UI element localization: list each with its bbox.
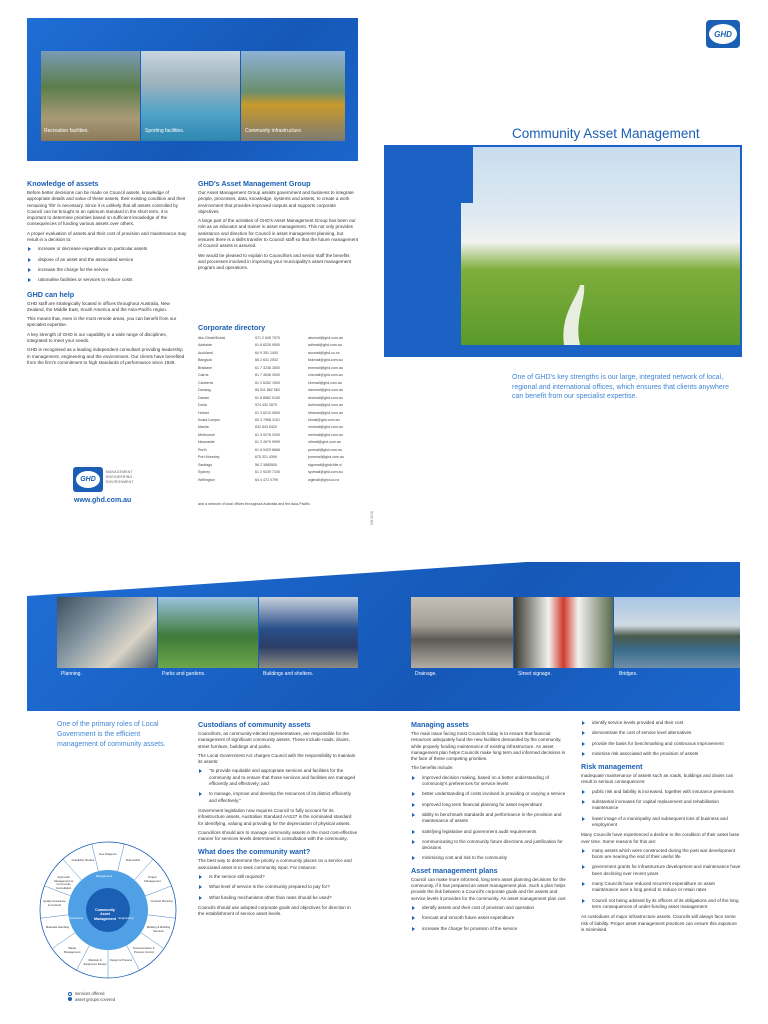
office-name: Darwin: [198, 395, 210, 400]
wheel-service-label: Materials Handling: [45, 925, 70, 930]
risk-bullet: Council not being advised by its officers of its obligations and of the long term consequences of under-funding asset management: [581, 898, 741, 911]
office-phone: 64 4 472 0799: [255, 477, 278, 482]
caption-planning: Planning.: [61, 671, 82, 677]
office-email[interactable]: melmail@ghd.com.au: [308, 432, 343, 437]
wheel-service-label: Waste Management: [64, 946, 81, 954]
group-p1: Our Asset Management Group assists government and business to integrate people, processes, data, knowledge, systems and assets, to create a work environment that provides improved outputs and supports corporate objectives.: [198, 190, 354, 214]
directory-row: [198, 372, 368, 379]
knowledge-heading: Knowledge of assets: [27, 179, 99, 188]
risk-p1: Inadequate maintenance of assets such as roads, buildings and drains can result in serious consequences:: [581, 773, 734, 785]
office-email[interactable]: abumail@ghd.com.au: [308, 336, 344, 340]
directory-row: [198, 357, 368, 364]
office-name: Auckland: [198, 350, 213, 355]
caption-parks: Parks and gardens.: [162, 671, 206, 677]
office-email[interactable]: pommail@ghd.com.au: [308, 455, 345, 460]
risk-bullet: lower image of a municipality and subsequent loss of business and employment: [581, 816, 741, 829]
group-section: [198, 179, 358, 275]
tagline-line: MANAGEMENT: [106, 470, 133, 474]
knowledge-bullet: rationalise facilities or services to reduce costs: [27, 277, 187, 283]
directory-row: [198, 350, 368, 357]
knowledge-bullet: increase or decrease expenditure on particular assets: [27, 246, 187, 252]
legend-services-icon: [68, 992, 72, 996]
office-email[interactable]: klmail@ghd.com.au: [308, 417, 340, 422]
office-phone: 61 2 6262 1900: [255, 380, 280, 385]
office-email[interactable]: cnsmail@ghd.com.au: [308, 373, 343, 378]
knowledge-bullet: increase the charge for the service: [27, 267, 187, 273]
wheel-service-label: Approvals Management & Community Consultation: [54, 875, 74, 890]
office-phone: 66 2 631 2002: [255, 358, 278, 363]
office-phone: 61 8 8226 9500: [255, 343, 280, 348]
office-name: Canberra: [198, 380, 213, 385]
directory-row: [198, 380, 368, 387]
office-email[interactable]: mnlmail@ghd.com.au: [308, 425, 343, 430]
office-phone: 56 2 3685500: [255, 462, 277, 467]
custodians-p4: Councillors should aim to manage community assets in the most cost-effective manner for services levels determined in consultation with the community.: [198, 829, 358, 842]
office-name: Port Moresby: [198, 455, 220, 460]
directory-row: [198, 447, 368, 454]
office-name: Manila: [198, 425, 209, 430]
directory-row: [198, 335, 368, 342]
risk-bullet: many assets which were constructed during the post war development boom are nearing the end of their useful life: [581, 848, 741, 861]
office-email[interactable]: adlmail@ghd.com.au: [308, 343, 342, 348]
directory-row: [198, 432, 368, 439]
community-bullet: What level of service is the community prepared to pay for?: [198, 884, 358, 890]
office-name: Abu Dhabi/Dubai: [198, 336, 226, 340]
brand-tagline: [106, 470, 134, 485]
top-banner: [27, 18, 358, 161]
community-p1: The best way to determine the priority a community places on a service and associated asset is to seek community input. For instance:: [198, 858, 352, 870]
caption-signage: Street signage.: [518, 671, 552, 677]
directory-row: [198, 462, 368, 469]
office-name: Kuala Lumpur: [198, 417, 221, 422]
wheel-service-label: Documentation & Process Control: [133, 946, 155, 954]
office-phone: 971 2 645 7570: [255, 336, 280, 340]
plans-bullet-cont: minimise risk associated with the provision of assets: [581, 751, 741, 757]
wheel-legend: [68, 991, 115, 1002]
risk-bullet: public risk and liability is increased, together with insurance premiums: [581, 789, 741, 795]
custodians-bullet: to manage, improve and develop the resources of its district efficiently and effectively.": [198, 791, 358, 804]
wheel-service-label: Due Diligence: [99, 852, 117, 856]
plans-bullet: identify assets and their cost of provision and operation: [411, 905, 571, 911]
role-quote: One of the primary roles of Local Government is the efficient management of community assets.: [57, 721, 166, 748]
hero-intro: One of GHD's key strengths is our large, integrated network of local, regional and international offices, which ensures that clients anywhere can benefit from our specialist expertise.: [512, 374, 729, 400]
office-email[interactable]: ntlmail@ghd.com.au: [308, 440, 341, 445]
managing-bullet: satisfying legislative and government audit requirements: [411, 829, 571, 835]
managing-heading: Managing assets: [411, 720, 469, 729]
office-email[interactable]: sydmail@ghd.com.au: [308, 470, 343, 475]
document-code: GH 0010: [370, 510, 374, 525]
managing-bullet: communicating to the community future directions and justification for decisions: [411, 839, 571, 852]
legend-assets-icon: [68, 997, 72, 1001]
directory-row: [198, 365, 368, 372]
custodians-heading: Custodians of community assets: [198, 720, 311, 729]
office-email[interactable]: stgomail@ghdchile.cl: [308, 462, 343, 467]
directory-row: [198, 387, 368, 394]
office-name: Melbourne: [198, 432, 215, 437]
caption-sporting: Sporting facilities.: [145, 128, 185, 134]
corporate-directory: [198, 335, 368, 484]
office-name: Danang: [198, 388, 211, 393]
office-phone: 61 3 6210 0600: [255, 410, 280, 415]
office-name: Santiago: [198, 462, 213, 467]
office-phone: 61 7 4046 3000: [255, 373, 280, 378]
group-p3: We would be pleased to explain to Councillors and senior staff the benefits and processes involved in improving your municipality's asset management program and operations.: [198, 252, 352, 271]
wheel-service-label: Building & Building Services: [146, 925, 171, 933]
caption-recreation: Recreation facilities.: [44, 128, 89, 134]
managing-p1: The main issue facing most Councils today is to ensure that financial resources adequately fund the new facilities demanded by the community, while properly funding maintenance of existing infrastructure. An asset management plan helps Councils make long term and informed decisions in the face of these competing priorities.: [411, 731, 566, 762]
wheel-service-label: Quality Assurance & Controls: [43, 899, 66, 907]
group-heading: GHD's Asset Management Group: [198, 179, 311, 188]
office-email[interactable]: wglmail@ghd.co.nz: [308, 477, 340, 482]
office-phone: 974 432 2670: [255, 403, 277, 408]
caption-buildings: Buildings and shelters.: [263, 671, 314, 677]
knowledge-bullet: dispose of an asset and the associated service: [27, 257, 187, 263]
community-p2: Councils should use adopted corporate goals and objectives for direction in the establishment of service asset levels.: [198, 904, 351, 917]
caption-drainage: Drainage.: [415, 671, 437, 677]
wheel-ring: Operations: [69, 916, 83, 920]
office-phone: 632 843 5420: [255, 425, 277, 430]
plans-p1: Council can make more informed, long term asset planning decisions for the community, if it has prepared an asset management plan. Such a plan helps provide the link between a Council's corporate goals and the assets and service levels it provides for the community. An asset management plan can:: [411, 876, 567, 901]
brand-logo-text: GHD: [76, 471, 100, 488]
managing-bullet: ability to benchmark standards and performance in the provision and maintenance of assets: [411, 812, 571, 825]
hero-path: [550, 285, 610, 345]
office-email[interactable]: aucmail@ghd.co.nz: [308, 350, 340, 355]
parks-photo: [158, 597, 258, 668]
help-p2: This means that, even in the most remote areas, you can benefit from our specialist expertise.: [27, 316, 177, 328]
bridges-photo: [614, 597, 740, 668]
office-email[interactable]: danmail@ghd.com.au: [308, 388, 344, 393]
logo-text: GHD: [714, 29, 732, 39]
community-bullet: Is the service still required?: [198, 874, 358, 880]
custodians-p2: The Local Government Act charges Council with the responsibility to maintain its assets:: [198, 752, 356, 765]
page-title: Community Asset Management: [512, 126, 700, 141]
office-name: Adelaide: [198, 343, 212, 348]
directory-row: [198, 439, 368, 446]
risk-p3: As custodians of major infrastructure assets, Councils will always face some risk of liability. Proper asset management practices can ensure this exposure is minimised.: [581, 914, 737, 932]
community-bullet: What funding mechanisms other than rates should be used?: [198, 895, 358, 901]
office-name: Sydney: [198, 470, 210, 475]
legend-assets: asset groups covered: [75, 996, 116, 1002]
office-email[interactable]: cbrmail@ghd.com.au: [308, 380, 343, 385]
wheel-service-label: Project Management: [144, 875, 161, 883]
directory-row: [198, 342, 368, 349]
managing-p2: The benefits include:: [411, 765, 454, 771]
help-p3: A key strength of GHD is our capability in a wide range of disciplines, integrated to meet your needs.: [27, 331, 167, 344]
directory-row: [198, 454, 368, 461]
managing-bullet: better understanding of costs involved in providing or varying a service: [411, 791, 571, 797]
custodians-bullet: "to provide equitable and appropriate services and facilities for the community and to ensure that those services and facilities are managed efficiently and effectively; and: [198, 768, 358, 787]
office-phone: 61 8 9429 6666: [255, 447, 280, 452]
office-phone: 61 7 3236 3500: [255, 365, 280, 370]
risk-bullet: many Councils have reduced recurrent expenditure on asset maintenance over a long period to reduce or retain rates: [581, 881, 741, 894]
directory-row: [198, 410, 368, 417]
wheel-service-label: Design & Process: [109, 958, 133, 963]
community-heading: What does the community want?: [198, 847, 311, 857]
wheel-service-label: Feasibility Studies: [71, 858, 95, 863]
plans-heading: Asset management plans: [411, 865, 498, 875]
risk-bullet: government grants for infrastructure development and maintenance have been declining over recent years: [581, 864, 741, 877]
knowledge-p2: A proper evaluation of assets and their cost of provision and maintenance may result in a decision to:: [27, 230, 187, 243]
office-phone: 675 321 4399: [255, 455, 277, 460]
office-name: Brisbane: [198, 365, 213, 370]
caption-infrastructure: Community infrastructure.: [245, 128, 303, 134]
wheel-center: Community Asset Management: [94, 908, 116, 921]
planning-photo: [57, 597, 157, 668]
office-name: Newcastle: [198, 440, 215, 445]
custodians-section: [198, 720, 358, 921]
office-email[interactable]: drwmail@ghd.com.au: [308, 395, 343, 400]
office-phone: 61 2 4979 9999: [255, 440, 280, 445]
office-email[interactable]: dohmail@ghd.com.au: [308, 403, 344, 408]
directory-row: [198, 477, 368, 484]
office-name: Cairns: [198, 373, 209, 378]
ghd-logo: [706, 20, 740, 48]
directory-row: [198, 402, 368, 409]
wheel-ring: Management: [95, 874, 113, 878]
office-phone: 61 3 9276 2000: [255, 432, 280, 437]
directory-footer: and a network of local offices throughout Australia and the Asia-Pacific.: [198, 502, 311, 506]
custodians-p1: Councillors, as community-elected representatives, are responsible for the management of significant community assets. These include roads, drains, street furniture, buildings and parks.: [198, 731, 350, 749]
office-email[interactable]: bnemail@ghd.com.au: [308, 365, 344, 370]
group-p2: A large part of the activities of GHD's Asset Management Group has been our role as an educator and trainer in asset management. This not only provides assistance and direction for Council in asset management planning, but ensures there is a skills transfer to Council staff so that the future management of Council assets is assured.: [198, 218, 359, 249]
plans-bullet-cont: demonstrate the cost of service level alternatives: [581, 730, 741, 736]
buildings-photo: [259, 597, 358, 668]
wheel-ring: Engineering: [118, 916, 134, 920]
managing-bullet: improved decision making, based on a better understanding of community's preferences for service levels: [411, 775, 571, 788]
office-name: Hobart: [198, 410, 209, 415]
risk-p2: Many Councils have experienced a decline in the condition of their asset base over time. Some reasons for this are:: [581, 832, 740, 844]
tagline-line: ENVIRONMENT: [106, 480, 134, 484]
office-phone: 84 511 862 563: [255, 388, 280, 393]
directory-row: [198, 395, 368, 402]
caption-bridges: Bridges.: [619, 671, 638, 677]
plans-bullet-cont: identify service levels provided and their cost: [581, 720, 741, 726]
plans-bullet: forecast and smooth future asset expenditure: [411, 915, 571, 921]
help-p1: GHD staff are strategically located in offices throughout Australia, New Zealand, the Middle East, South America and the Asia-Pacific region.: [27, 300, 170, 312]
office-name: Bangkok: [198, 358, 212, 363]
knowledge-p1: Before better decisions can be made on Council assets, knowledge of appropriate details and value of these assets, their existing condition and their remaining 'life' is necessary. Since it is unlikely that all assets controlled by Council can be brought to an optimum standard in the short term, it is important to determine priorities based on sufficient knowledge of the consequences of funding various assets over others.: [27, 190, 186, 227]
office-name: Perth: [198, 447, 207, 452]
managing-bullet: improved long term financial planning for asset expenditure: [411, 802, 571, 808]
office-phone: 61 8 8982 0100: [255, 395, 280, 400]
help-p4: GHD is recognised as a leading independent consultant providing leadership in management, engineering and the environment. Our clients have benefited from the firm's commitment to high standards of performance since 1928.: [27, 347, 185, 365]
office-email[interactable]: permail@ghd.com.au: [308, 447, 343, 452]
risk-bullet: substantial increases for capital replacement and rehabilitation maintenance: [581, 799, 741, 812]
office-phone: 60 3 7968 3101: [255, 417, 280, 422]
legend-services: services offered: [75, 991, 105, 996]
signage-photo: [514, 597, 613, 668]
office-email[interactable]: bkkmail@ghd.com.au: [308, 358, 343, 363]
wheel-service-label: Contract Planning: [150, 899, 173, 904]
tagline-line: ENGINEERING: [106, 475, 133, 479]
wheel-service-label: Risk Audits: [126, 858, 141, 863]
plans-bullet: increase the charge for provision of the service: [411, 926, 571, 932]
wheel-service-label: Maintain & Equipment Design: [83, 958, 107, 966]
directory-row: [198, 424, 368, 431]
drainage-photo: [411, 597, 513, 668]
directory-row: [198, 417, 368, 424]
managing-section: [411, 720, 571, 936]
website-link[interactable]: www.ghd.com.au: [74, 497, 132, 504]
custodians-p3: Government legislation now requires Council to fully account for its infrastructure assets. Australian Standard AAS27 is the nominated standard for identifying, valuing and providing for the depreciation of physical assets.: [198, 807, 352, 826]
help-heading: GHD can help: [27, 289, 75, 299]
brand-logo: [73, 467, 103, 492]
office-email[interactable]: hbamail@ghd.com.au: [308, 410, 344, 415]
plans-bullet-cont: provide the basis for benchmarking and continuous improvement: [581, 741, 741, 747]
office-name: Doha: [198, 403, 207, 408]
office-name: Wellington: [198, 477, 215, 482]
office-phone: 61 2 9239 7100: [255, 470, 280, 475]
office-phone: 64 9 351 1400: [255, 350, 278, 355]
managing-bullet: minimising cost and risk to the community: [411, 855, 571, 861]
risk-heading: Risk management: [581, 762, 643, 772]
risk-section: [581, 720, 741, 936]
directory-row: [198, 469, 368, 476]
knowledge-section: [27, 179, 187, 369]
directory-heading: Corporate directory: [198, 323, 266, 332]
